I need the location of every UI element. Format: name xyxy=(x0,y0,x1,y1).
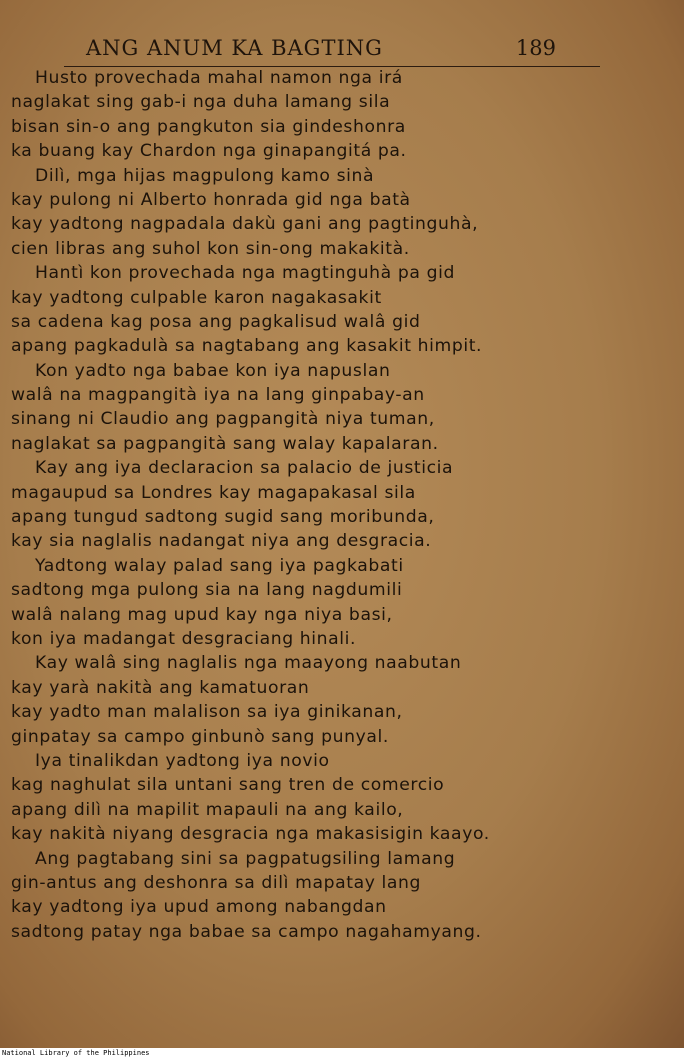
poem-line: naglakat sing gab-i nga duha lamang sila xyxy=(11,92,391,113)
poem-line: sa cadena kag posa ang pagkalisud walâ gid xyxy=(11,311,421,332)
poem-line: kay sia naglalis nadangat niya ang desgracia. xyxy=(11,531,432,552)
poem-line: walâ nalang mag upud kay nga niya basi, xyxy=(11,604,393,625)
page-number: 189 xyxy=(515,36,556,60)
poem-line: Dilì, mga hijas magpulong kamo sinà xyxy=(35,165,375,186)
stanza xyxy=(11,164,611,262)
poem-line: kag naghulat sila untani sang tren de comercio xyxy=(11,775,445,796)
poem-line: Hantì kon provechada nga magtinguhà pa gid xyxy=(35,263,455,284)
poem-line: ka buang kay Chardon nga ginapangitá pa. xyxy=(11,141,407,162)
poem-line: kon iya madangat desgraciang hinali. xyxy=(11,628,357,649)
poem-line: kay yadtong iya upud among nabangdan xyxy=(11,897,387,918)
poem-line: kay yadtong nagpadala dakù gani ang pagtinguhà, xyxy=(11,214,479,235)
poem-line: walâ na magpangità iya na lang ginpabay-an xyxy=(11,385,425,406)
stanza xyxy=(11,651,611,749)
poem-line: apang pagkadulà sa nagtabang ang kasakit himpit. xyxy=(11,336,483,357)
poem-line: kay pulong ni Alberto honrada gid nga batà xyxy=(11,189,411,210)
stanza xyxy=(11,66,611,164)
poem-line: kay yadto man malalison sa iya ginikanan, xyxy=(11,702,403,723)
stanza xyxy=(11,554,611,652)
page-header xyxy=(64,36,600,67)
poem-line: apang dilì na mapilit mapauli na ang kailo, xyxy=(11,799,404,820)
stanza xyxy=(11,847,611,945)
poem-line: Husto provechada mahal namon nga irá xyxy=(35,68,403,88)
poem-line: Yadtong walay palad sang iya pagkabati xyxy=(35,555,404,576)
poem-line: sadtong mga pulong sia na lang nagdumili xyxy=(11,580,403,601)
poem-line: magaupud sa Londres kay magapakasal sila xyxy=(11,482,416,503)
poem-line: gin-antus ang deshonra sa dilì mapatay lang xyxy=(11,872,422,893)
poem-line: sadtong patay nga babae sa campo nagahamyang. xyxy=(11,921,482,942)
poem-line: Kon yadto nga babae kon iya napuslan xyxy=(35,360,391,381)
stanza xyxy=(11,261,611,359)
poem-line: kay yarà nakità ang kamatuoran xyxy=(11,677,310,698)
stanza xyxy=(11,749,611,847)
poem-line: apang tungud sadtong sugid sang moribunda, xyxy=(11,507,435,528)
poem-line: ginpatay sa campo ginbunò sang punyal. xyxy=(11,726,389,747)
stanza xyxy=(11,359,611,457)
poem-line: cien libras ang suhol kon sin-ong makakità. xyxy=(11,238,410,259)
poem-line: sinang ni Claudio ang pagpangità niya tuman, xyxy=(11,409,435,430)
poem-line: kay yadtong culpable karon nagakasakit xyxy=(11,287,382,308)
poem-line: Kay walâ sing naglalis nga maayong naabutan xyxy=(35,653,462,674)
poem-line: Ang pagtabang sini sa pagpatugsiling lamang xyxy=(35,848,456,869)
poem-line: Kay ang iya declaracion sa palacio de justicia xyxy=(35,458,454,479)
running-title: ANG ANUM KA BAGTING xyxy=(86,36,383,60)
poem-body xyxy=(11,66,611,944)
poem-line: naglakat sa pagpangità sang walay kapalaran. xyxy=(11,433,439,454)
poem-line: Iya tinalikdan yadtong iya novio xyxy=(35,750,330,771)
stanza xyxy=(11,456,611,554)
poem-line: bisan sin-o ang pangkuton sia gindeshonra xyxy=(11,116,406,137)
poem-line: kay nakità niyang desgracia nga makasisigin kaayo. xyxy=(11,824,490,845)
library-credit: National Library of the Philippines xyxy=(2,1049,150,1057)
